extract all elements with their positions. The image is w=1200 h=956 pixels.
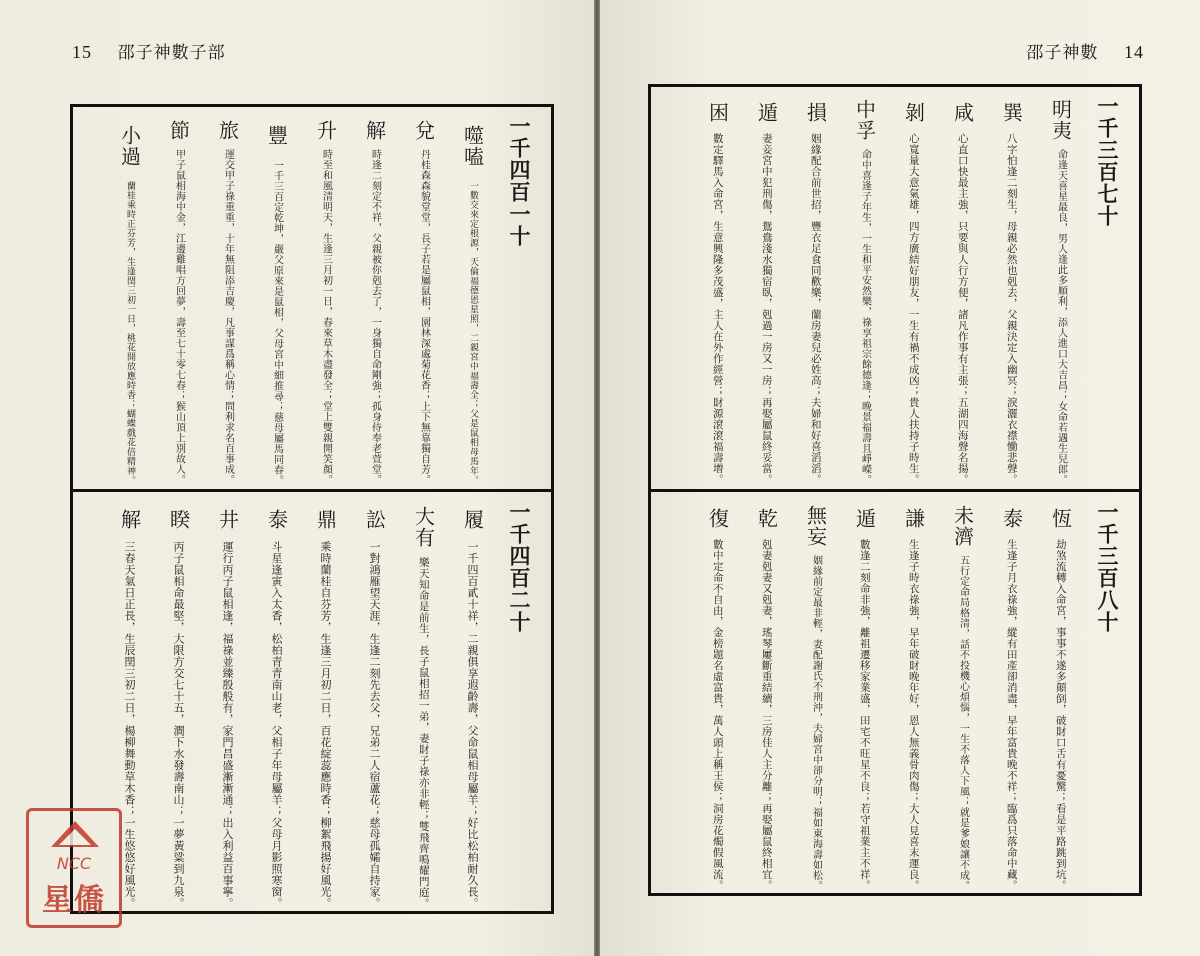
entry-number — [497, 115, 541, 485]
verse-line-b: 兄弟二人宿蘆花；慈母孤孀自持家。 — [368, 725, 381, 909]
hexagram-text: 鼎 — [313, 508, 338, 530]
left-table — [70, 104, 554, 914]
verse-column — [448, 115, 497, 485]
hexagram-name — [999, 501, 1024, 535]
verse-line-b: 恩人無義骨肉傷；大人見喜末運良。 — [907, 715, 920, 891]
stamp-name: 星僑 — [42, 883, 106, 918]
right-page-title: 邵子神數 — [1026, 43, 1099, 63]
verse-text — [712, 539, 723, 891]
verse-line-a: 一千三百定乾坤，嚴父原來是鼠相， — [271, 159, 283, 328]
verse-text — [761, 539, 772, 891]
verse-text — [1055, 539, 1066, 891]
hexagram-text: 遁 — [754, 101, 779, 123]
hexagram-name — [460, 115, 485, 177]
hexagram-name — [852, 95, 877, 145]
hexagram-name — [313, 501, 338, 537]
verse-line-b: 田宅不旺星不良；若守祖業主不祥。 — [858, 715, 871, 891]
verse-line-a: 運交甲子祿重重，十年無阻添吉慶， — [222, 149, 234, 317]
verse-column — [791, 501, 840, 891]
verse-text — [1006, 539, 1017, 891]
hexagram-text: 噬嗑 — [460, 125, 485, 167]
verse-line-b: 三房佳人主分離；再娶屬鼠終相宜。 — [760, 715, 773, 891]
verse-column — [938, 95, 987, 485]
right-page-header — [1026, 38, 1144, 63]
verse-text — [1006, 133, 1017, 485]
verse-line-a: 妻妾宮中犯刑傷，鴛鴦淺水獨宿臥， — [760, 133, 773, 309]
hexagram-name — [803, 501, 828, 551]
hexagram-text: 泰 — [264, 508, 289, 530]
verse-column — [1036, 501, 1085, 891]
verse-line-a: 姻緣前定最非輕，妻配謝氏不刑沖， — [810, 555, 822, 723]
verse-line-a: 八字怕逢二刻生，母親必然也剋去， — [1005, 133, 1018, 309]
verse-line-b: 壽至七十零七春；猴山頂上別故人。 — [173, 317, 185, 485]
stamp-ncc: NCC — [56, 854, 92, 873]
hexagram-name — [411, 501, 436, 553]
hexagram-name — [1048, 95, 1073, 145]
verse-line-b: 一生有禍不成凶；貴人扶持子時生。 — [907, 309, 920, 485]
verse-text — [222, 541, 233, 909]
verse-column — [203, 115, 252, 485]
verse-text — [761, 133, 772, 485]
verse-line-a: 剋妻剋妻又剋妻，瑤琴屢斷重結續， — [760, 539, 773, 715]
verse-text — [419, 149, 429, 485]
hexagram-text: 謙 — [901, 507, 926, 529]
left-divider — [73, 489, 551, 492]
entry-number-text: 一千三百七十 — [1095, 95, 1120, 227]
left-page-title: 邵子神數子部 — [117, 43, 226, 63]
verse-column — [350, 115, 399, 485]
hexagram-text: 咸 — [950, 101, 975, 123]
verse-line-a: 丹桂森森貌堂堂，長子若是屬鼠相， — [418, 149, 430, 317]
hexagram-text: 復 — [705, 507, 730, 529]
verse-column — [105, 115, 154, 485]
left-top-panel — [73, 115, 551, 485]
verse-text — [467, 541, 478, 909]
verse-line-b: 主人在外作經營；財源滾滾福壽增。 — [711, 309, 724, 485]
verse-column — [399, 501, 448, 909]
hexagram-name — [362, 501, 387, 537]
verse-column — [252, 501, 301, 909]
right-divider — [651, 489, 1139, 492]
hexagram-name — [950, 501, 975, 551]
verse-line-b: 添人進口大吉昌；女命若遇生兒郎。 — [1055, 317, 1067, 485]
verse-line-a: 一對鴻雁望天涯，生逢二刻先去父， — [368, 541, 381, 725]
verse-text — [810, 133, 821, 485]
hexagram-text: 遁 — [852, 507, 877, 529]
verse-line-a: 斗星逢寅入太香，松柏青青南山老， — [270, 541, 283, 725]
left-page-header — [72, 38, 226, 63]
verse-line-b: 凡事謀爲稱心情；問利求名百事成。 — [222, 317, 234, 485]
verse-text — [272, 160, 282, 486]
verse-line-b: 一身獨自命剛強；孤身侍奉老萱堂。 — [369, 317, 381, 485]
verse-line-a: 丙子鼠相命最堅，大限方交七十五， — [172, 541, 185, 725]
verse-text — [320, 541, 331, 909]
hexagram-name — [215, 501, 240, 537]
hexagram-text: 泰 — [999, 507, 1024, 529]
entry-number — [497, 501, 541, 909]
hexagram-name — [117, 115, 142, 177]
verse-text — [418, 557, 429, 909]
verse-column — [399, 115, 448, 485]
right-page — [600, 0, 1200, 956]
verse-text — [369, 541, 380, 909]
verse-text — [859, 539, 870, 891]
verse-column — [252, 115, 301, 485]
verse-line-a: 乘時蘭桂自芬芳，生逢三月初二日， — [319, 541, 332, 725]
verse-column — [840, 95, 889, 485]
verse-line-a: 數定驛馬入命宮，生意興隆多茂盛， — [711, 133, 724, 309]
hexagram-name — [901, 95, 926, 129]
verse-line-a: 蘭桂乘時正芬芳，生逢閏三初一日， — [125, 181, 135, 333]
verse-line-a: 姻緣配合前世招，豐衣足食同歡樂， — [809, 133, 822, 309]
hexagram-text: 剝 — [901, 101, 926, 123]
hexagram-name — [754, 95, 779, 129]
hexagram-name — [803, 95, 828, 129]
verse-text — [468, 181, 477, 485]
verse-line-a: 時至和風清明天，生逢三月初一日， — [320, 149, 332, 317]
hexagram-text: 解 — [362, 119, 387, 141]
verse-column — [693, 95, 742, 485]
hexagram-text: 睽 — [166, 508, 191, 530]
verse-column — [987, 95, 1036, 485]
verse-column — [154, 115, 203, 485]
verse-column — [742, 501, 791, 891]
left-bottom-panel — [73, 501, 551, 909]
watermark-stamp — [26, 808, 122, 928]
verse-text — [908, 539, 919, 891]
verse-line-b: 剋過一房又一房；再娶屬鼠終妥當。 — [760, 309, 773, 485]
verse-line-b: 桃花開放應時香；蝴蝶戲花倍精神。 — [125, 333, 135, 485]
verse-line-b: 夫婦宮中卻分明；福如東海壽如松。 — [810, 723, 822, 891]
verse-line-a: 三春天氣日正長，生辰閏三初二日， — [123, 541, 136, 725]
hexagram-text: 恆 — [1048, 507, 1073, 529]
hexagram-name — [950, 95, 975, 129]
right-top-panel — [651, 95, 1139, 485]
entry-number-text: 一千四百一十 — [507, 115, 532, 247]
verse-line-a: 樂天知命是前生，長子鼠相招一弟， — [417, 557, 430, 733]
hexagram-text: 大有 — [411, 506, 436, 548]
verse-column — [889, 501, 938, 891]
hexagram-name — [852, 501, 877, 535]
verse-line-b: 蘭房妻兒必姓高；夫婦和好喜滔滔。 — [809, 309, 822, 485]
verse-line-a: 心寬量大意氣雄，四方廣結好朋友， — [907, 133, 920, 309]
stamp-roof-icon — [51, 821, 99, 847]
hexagram-text: 升 — [313, 119, 338, 141]
hexagram-text: 中孚 — [852, 99, 877, 141]
verse-column — [301, 501, 350, 909]
verse-column — [301, 115, 350, 485]
hexagram-text: 未濟 — [950, 505, 975, 547]
hexagram-name — [166, 501, 191, 537]
hexagram-name — [1048, 501, 1073, 535]
verse-line-b: 百花綻蕊應時香；柳絮飛揚好風光。 — [319, 725, 332, 909]
verse-text — [957, 133, 968, 485]
right-table — [648, 84, 1142, 896]
verse-line-b: 破財口舌有憂驚；看是平路跳到坑。 — [1054, 715, 1067, 891]
entry-number — [1085, 95, 1129, 485]
verse-line-b: 父親決定入幽冥；淚灑衣襟慟悲聲。 — [1005, 309, 1018, 485]
verse-text — [811, 555, 821, 891]
verse-line-a: 一千四百貳十祥，二親俱享遐齡壽， — [466, 541, 479, 725]
hexagram-text: 旅 — [215, 119, 240, 141]
verse-line-a: 劫煞流轉入命宮，事事不遂多顛倒， — [1054, 539, 1067, 715]
verse-line-a: 生逢子月衣祿強，縱有田產卻消盡， — [1005, 539, 1018, 715]
hexagram-name — [901, 501, 926, 535]
verse-line-b: 楊柳舞動草木香；一生悠悠好風光。 — [123, 725, 136, 909]
verse-line-b: 父命鼠相母屬羊；好比松柏耐久長。 — [466, 725, 479, 909]
entry-number — [1085, 501, 1129, 891]
verse-line-a: 數中定命不自由，金榜題名虛富貴， — [711, 539, 724, 715]
verse-line-b: 澗下水發壽南山；一夢黃粱到九泉。 — [172, 725, 185, 909]
hexagram-text: 兌 — [411, 119, 436, 141]
verse-text — [712, 133, 723, 485]
verse-column — [693, 501, 742, 891]
verse-text — [370, 149, 380, 485]
hexagram-name — [215, 115, 240, 145]
verse-column — [987, 501, 1036, 891]
hexagram-text: 小過 — [117, 125, 142, 167]
hexagram-name — [117, 501, 142, 537]
hexagram-text: 乾 — [754, 507, 779, 529]
verse-line-a: 生逢子時衣祿強，早年破財晚年好， — [907, 539, 920, 715]
verse-line-b: 家門昌盛漸漸通；出入利益百事寧。 — [221, 725, 234, 909]
hexagram-text: 巽 — [999, 101, 1024, 123]
verse-line-b: 早年富貴晚不祥；臨爲只落命中藏。 — [1005, 715, 1018, 891]
verse-text — [173, 541, 184, 909]
hexagram-text: 無妄 — [803, 505, 828, 547]
right-page-number: 14 — [1124, 42, 1144, 62]
hexagram-name — [411, 115, 436, 145]
verse-line-a: 時逢二刻定不祥，父親被你剋去了， — [369, 149, 381, 317]
verse-line-a: 心直口快最主強，只要與人行方便， — [956, 133, 969, 309]
hexagram-name — [705, 95, 730, 129]
verse-column — [154, 501, 203, 909]
verse-line-b: 一生不落人下風；就是爹娘讓不成。 — [957, 723, 969, 891]
verse-column — [840, 501, 889, 891]
verse-line-a: 命逢天喜星最良，男人逢此多順利， — [1055, 149, 1067, 317]
verse-column — [742, 95, 791, 485]
left-page — [0, 0, 594, 956]
verse-text — [1056, 149, 1066, 485]
hexagram-name — [362, 115, 387, 145]
hexagram-name — [705, 501, 730, 535]
verse-column — [1036, 95, 1085, 485]
verse-line-b: 萬人頭上稱王侯；洞房花燭假風流。 — [711, 715, 724, 891]
hexagram-text: 明夷 — [1048, 99, 1073, 141]
hexagram-text: 豐 — [264, 124, 289, 146]
verse-column — [791, 95, 840, 485]
hexagram-text: 節 — [166, 119, 191, 141]
hexagram-text: 損 — [803, 101, 828, 123]
verse-text — [958, 555, 968, 891]
verse-column — [203, 501, 252, 909]
hexagram-name — [166, 115, 191, 145]
hexagram-name — [264, 115, 289, 156]
right-bottom-panel — [651, 501, 1139, 891]
verse-line-b: 祿享祖宗餘德逢；晚景福壽且崢嶸。 — [859, 317, 871, 485]
hexagram-text: 井 — [215, 508, 240, 530]
verse-text — [174, 149, 184, 485]
verse-text — [271, 541, 282, 909]
verse-text — [860, 149, 870, 485]
verse-line-a: 甲子鼠相海中金，江邊雞唱方回夢， — [173, 149, 185, 317]
hexagram-name — [754, 501, 779, 535]
verse-line-a: 一數交來定根源，天倫福德恩星照， — [468, 181, 478, 333]
verse-line-b: 妻財子祿亦非輕；雙飛齊鳴耀門庭。 — [417, 733, 430, 909]
verse-text — [908, 133, 919, 485]
verse-column — [448, 501, 497, 909]
verse-line-b: 二親宮中福壽全；父是鼠相母馬年。 — [468, 333, 478, 485]
verse-column — [350, 501, 399, 909]
verse-text — [321, 149, 331, 485]
verse-line-a: 運行丙子鼠相逢，福祿並臻殷般有， — [221, 541, 234, 725]
entry-number-text: 一千四百二十 — [507, 501, 532, 633]
verse-column — [889, 95, 938, 485]
hexagram-name — [264, 501, 289, 537]
hexagram-text: 解 — [117, 508, 142, 530]
hexagram-name — [313, 115, 338, 145]
hexagram-text: 訟 — [362, 508, 387, 530]
verse-line-b: 春來草木盡發全；堂上雙親開笑顏。 — [320, 317, 332, 485]
hexagram-text: 困 — [705, 101, 730, 123]
hexagram-name — [999, 95, 1024, 129]
verse-line-b: 父母宮中細推尋；慈母屬馬同春。 — [271, 327, 283, 485]
verse-line-b: 園林深處菊花香；上下無靠獨自芳。 — [418, 317, 430, 485]
verse-line-a: 數逢二刻命非強，離祖遷移家業盛， — [858, 539, 871, 715]
entry-number-text: 一千三百八十 — [1095, 501, 1120, 633]
left-page-number: 15 — [72, 42, 92, 62]
verse-line-a: 五行定命局格清，話不投機心煩惱， — [957, 555, 969, 723]
verse-line-b: 父相子年母屬羊；父母月影照寒窗。 — [270, 725, 283, 909]
verse-line-b: 諸凡作事有主張；五湖四海聲名揚。 — [956, 309, 969, 485]
hexagram-name — [460, 501, 485, 537]
verse-line-a: 命中喜逢子年生，一生和平安然樂， — [859, 149, 871, 317]
hexagram-text: 履 — [460, 508, 485, 530]
verse-text — [223, 149, 233, 485]
verse-text — [124, 541, 135, 909]
verse-text — [125, 181, 134, 485]
verse-column — [938, 501, 987, 891]
